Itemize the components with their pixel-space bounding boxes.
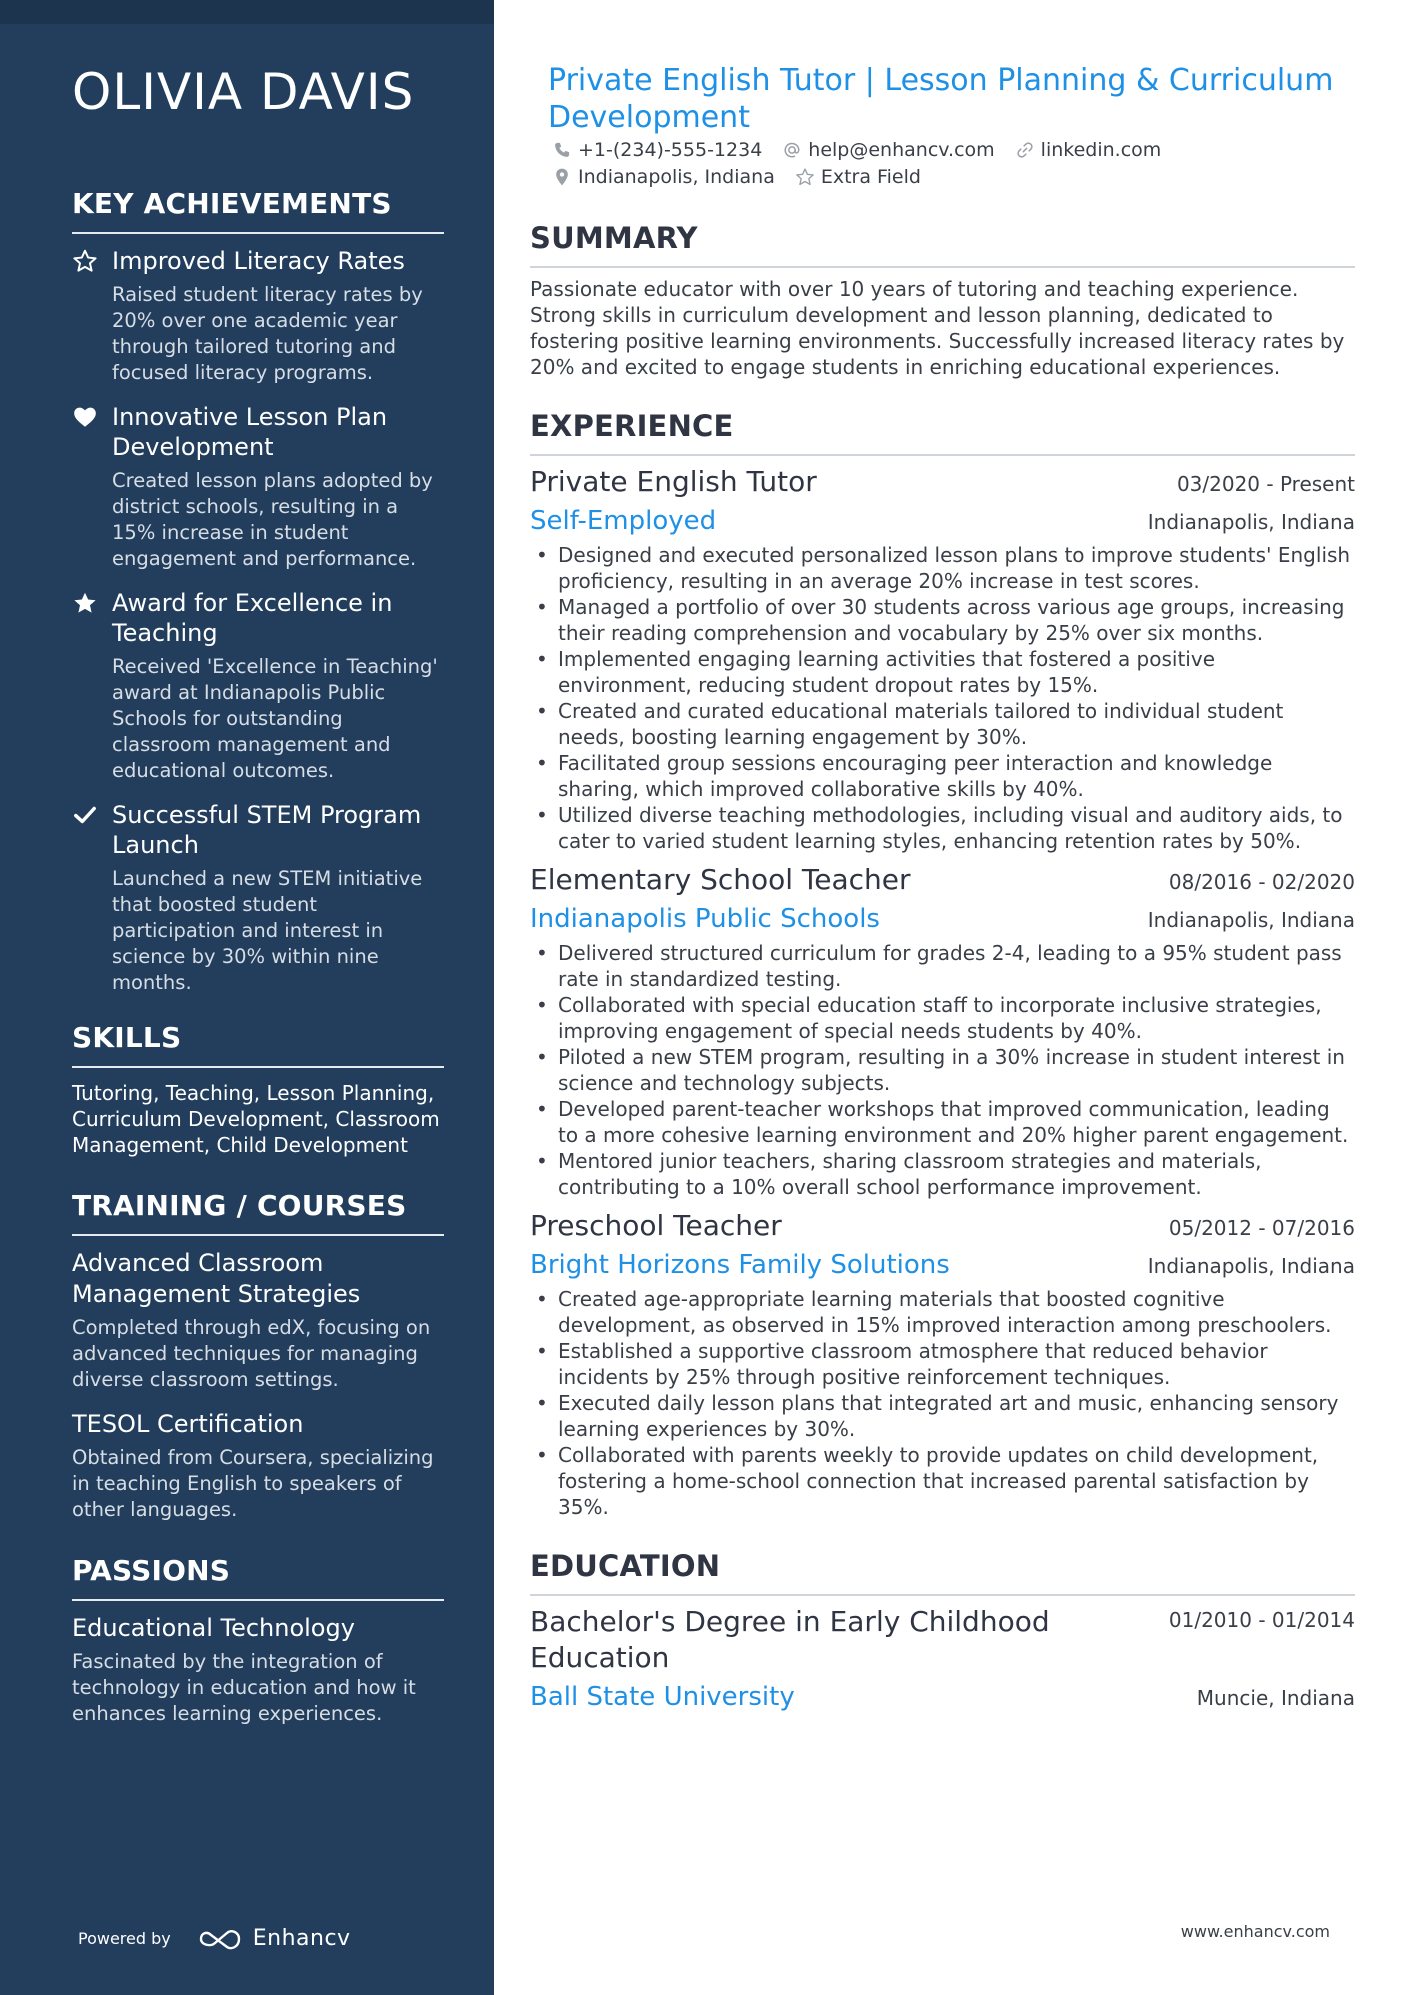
job-entry [530,1208,1355,1520]
bullet-item: • Mentored junior teachers, sharing classroom strategies and materials, contributing to a 10% overall school performance improvement. [530,1148,1355,1200]
training-heading: TRAINING / COURSES [72,1188,444,1236]
achievement-title: Improved Literacy Rates [112,247,405,275]
passion-title: Educational Technology [72,1614,355,1642]
achievement-item [72,588,444,784]
at-sign-icon [782,140,802,160]
achievement-description: Raised student literacy rates by 20% over one academic year through tailored tutoring and focused literacy programs. [112,283,423,384]
course-item [72,1409,444,1523]
location-text: Indianapolis, Indiana [578,165,775,188]
extra-field-text: Extra Field [820,165,921,188]
bullet-item: • Piloted a new STEM program, resulting in a 30% increase in student interest in science and technology subjects. [530,1044,1355,1096]
bullet-item: • Utilized diverse teaching methodologies, including visual and auditory aids, to cater to varied student learning styles, enhancing retention rates by 50%. [530,802,1355,854]
job-title: Preschool Teacher [530,1209,782,1242]
contact-extra [795,166,921,188]
education-date: 01/2010 - 01/2014 [1168,1608,1355,1632]
achievement-description: Created lesson plans adopted by district schools, resulting in a 15% increase in student engagement and performance. [112,469,433,570]
skills-heading: SKILLS [72,1020,444,1068]
bullet-item: • Executed daily lesson plans that integrated art and music, enhancing sensory learning experiences by 30%. [530,1390,1355,1442]
job-location: Indianapolis, Indiana [1147,510,1355,534]
course-title: TESOL Certification [72,1410,304,1438]
summary-text: Passionate educator with over 10 years of tutoring and teaching experience. Strong skills in curriculum development and lesson planning, dedicated to fostering positive learning environments. Successfully increased literacy rates by 20% and excited to engage students in enriching educational experiences. [530,277,1345,379]
star-outline-icon [795,167,815,187]
link-icon [1015,140,1035,160]
star-filled-icon [72,590,98,616]
contact-row [552,163,1355,190]
footer-url[interactable]: www.enhancv.com [1180,1922,1330,1941]
achievement-item [72,402,444,572]
summary-heading: SUMMARY [530,220,1355,268]
course-description: Obtained from Coursera, specializing in teaching English to speakers of other languages. [72,1446,434,1521]
bullet-item: • Created age-appropriate learning materials that boosted cognitive development, as observed in 15% improved interaction among preschoolers. [530,1286,1355,1338]
bullet-item: • Established a supportive classroom atmosphere that reduced behavior incidents by 25% through positive reinforcement techniques. [530,1338,1355,1390]
heart-icon [72,404,98,430]
phone-icon [552,140,572,160]
key-achievements-section [72,186,444,996]
job-date: 08/2016 - 02/2020 [1168,870,1355,894]
location-pin-icon [552,167,572,187]
job-bullets [530,940,1355,1200]
skills-section [72,1020,444,1158]
bullet-item: • Created and curated educational materials tailored to individual student needs, boosting learning engagement by 30%. [530,698,1355,750]
star-outline-icon [72,248,98,274]
passions-section [72,1553,444,1727]
education-heading: EDUCATION [530,1548,1355,1596]
contact-email[interactable] [782,139,994,161]
job-date: 03/2020 - Present [1176,472,1355,496]
checkmark-icon [72,802,98,828]
candidate-name: OLIVIA DAVIS [72,63,415,121]
job-entry [530,464,1355,854]
passion-item [72,1613,444,1727]
job-company: Self-Employed [530,506,717,536]
job-bullets [530,542,1355,854]
bullet-item: • Developed parent-teacher workshops that improved communication, leading to a more cohesive learning environment and 20% higher parent engagement. [530,1096,1355,1148]
education-entry [530,1604,1355,1714]
linkedin-text: linkedin.com [1040,138,1162,161]
job-location: Indianapolis, Indiana [1147,908,1355,932]
education-location: Muncie, Indiana [1196,1686,1355,1710]
bullet-item: • Delivered structured curriculum for grades 2-4, leading to a 95% student pass rate in standardized testing. [530,940,1355,992]
training-section [72,1188,444,1523]
education-section [530,1548,1355,1714]
key-achievements-heading: KEY ACHIEVEMENTS [72,186,444,234]
main-content [530,0,1355,1714]
course-item [72,1248,444,1393]
bullet-item: • Collaborated with parents weekly to provide updates on child development, fostering a home-school connection that increased parental satisfaction by 35%. [530,1442,1355,1520]
bullet-item: • Implemented engaging learning activities that fostered a positive environment, reducing student dropout rates by 15%. [530,646,1355,698]
sidebar [0,0,494,1995]
school-name: Ball State University [530,1682,795,1712]
phone-text: +1-(234)-555-1234 [578,138,763,161]
contact-phone[interactable] [552,139,762,161]
job-date: 05/2012 - 07/2016 [1168,1216,1355,1240]
passion-description: Fascinated by the integration of technology in education and how it enhances learning experiences. [72,1650,416,1725]
job-location: Indianapolis, Indiana [1147,1254,1355,1278]
bullet-item: • Designed and executed personalized lesson plans to improve students' English proficiency, resulting in an average 20% increase in test scores. [530,542,1355,594]
enhancv-logo-icon [197,1927,243,1951]
bullet-item: • Facilitated group sessions encouraging peer interaction and knowledge sharing, which improved collaborative skills by 40%. [530,750,1355,802]
course-title: Advanced Classroom Management Strategies [72,1249,361,1308]
achievement-description: Launched a new STEM initiative that boosted student participation and interest in science by 30% within nine months. [112,867,423,994]
email-text: help@enhancv.com [808,138,995,161]
skills-list: Tutoring, Teaching, Lesson Planning, Curriculum Development, Classroom Management, Child Development [72,1081,440,1157]
achievement-description: Received 'Excellence in Teaching' award at Indianapolis Public Schools for outstanding classroom management and educational outcomes. [112,655,438,782]
bullet-item: • Managed a portfolio of over 30 students across various age groups, increasing their reading comprehension and vocabulary by 25% over six months. [530,594,1355,646]
headline: Private English Tutor | Lesson Planning & Curriculum Development [548,63,1334,135]
job-title: Private English Tutor [530,465,817,498]
course-description: Completed through edX, focusing on advanced techniques for managing diverse classroom settings. [72,1316,431,1391]
contact-location [552,166,775,188]
degree-title: Bachelor's Degree in Early Childhood Education [530,1605,1050,1674]
experience-heading: EXPERIENCE [530,408,1355,456]
experience-section [530,408,1355,1520]
bullet-item: • Collaborated with special education staff to incorporate inclusive strategies, improving engagement of special needs students by 40%. [530,992,1355,1044]
job-bullets [530,1286,1355,1520]
powered-by-label: Powered by [78,1929,171,1948]
achievement-title: Innovative Lesson Plan Development [112,403,388,461]
achievement-title: Award for Excellence in Teaching [112,589,393,647]
achievement-item [72,800,444,996]
achievement-item [72,246,444,386]
contact-linkedin[interactable] [1015,139,1162,161]
job-title: Elementary School Teacher [530,863,911,896]
job-company: Indianapolis Public Schools [530,904,880,934]
passions-heading: PASSIONS [72,1553,444,1601]
summary-section [530,220,1355,380]
achievement-title: Successful STEM Program Launch [112,801,422,859]
enhancv-brand: Enhancv [252,1926,351,1951]
job-entry [530,862,1355,1200]
contact-row [552,136,1355,163]
powered-by [78,1926,351,1951]
job-company: Bright Horizons Family Solutions [530,1250,950,1280]
